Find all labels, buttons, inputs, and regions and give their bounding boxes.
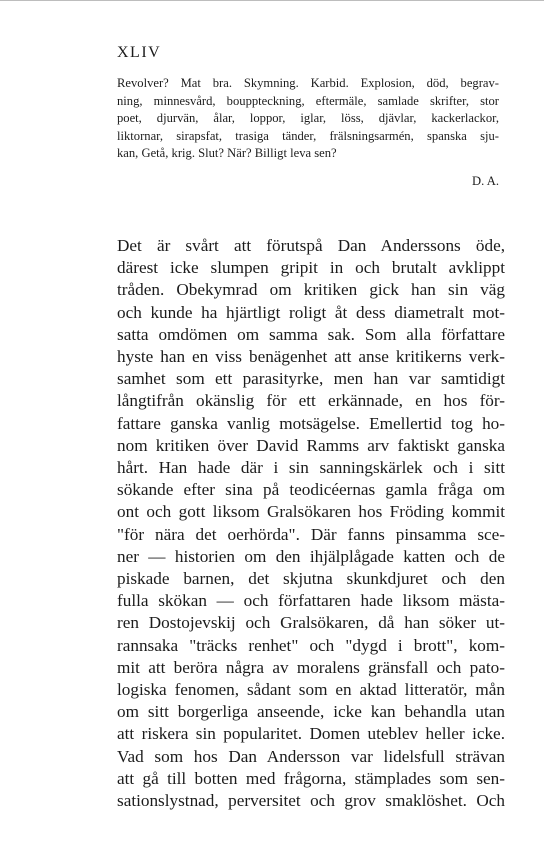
body-line: piskade barnen, det skjutna skunkdjuret och den <box>117 569 505 589</box>
body-line: långtifrån okänslig för ett erkännade, en hos för- <box>117 391 505 411</box>
body-line: logiska fenomen, sådant som en aktad litteratör, mån <box>117 680 505 700</box>
body-line: att gå till botten med frågorna, stämplades som sen- <box>117 768 505 788</box>
body-line: fattare ganska vanlig motsägelse. Emellertid tog ho- <box>117 413 505 433</box>
body-line: rannsaka "träcks renhet" och "dygd i brott", kom- <box>117 635 505 655</box>
body-line: tråden. Obekymrad om kritiken gick han sin väg <box>117 280 505 300</box>
body-line: hårt. Han hade där i sin sanningskärlek och i sitt <box>117 458 505 478</box>
body-line: samhet som ett parasityrke, men han var samtidigt <box>117 369 505 389</box>
page-number: XLIV <box>117 44 162 61</box>
body-line: ont och gott liksom Gralsökaren hos Fröding kommit <box>117 502 505 522</box>
body-paragraph <box>117 235 505 812</box>
excerpt-line: kan, Getå, krig. Slut? När? Billigt leva sen? <box>117 146 337 161</box>
body-line: och kunde ha hjärtligt roligt åt dess diametralt mot- <box>117 302 505 322</box>
excerpt-line: Revolver? Mat bra. Skymning. Karbid. Explosion, död, begrav- <box>117 76 499 90</box>
body-line: hyste han en viss benägenhet att anse kritikerns verk- <box>117 347 505 367</box>
body-line: "för nära det oerhörda". Där fanns pinsamma sce- <box>117 524 505 544</box>
body-line: därest icke slumpen gripit in och brutalt avklippt <box>117 258 505 278</box>
excerpt-line: liktornar, sirapsfat, trasiga tänder, frälsningsarmén, spanska sju- <box>117 128 499 143</box>
body-line: fulla skökan — och författaren hade liksom mästa- <box>117 591 505 611</box>
signature: D. A. <box>472 174 499 188</box>
body-line: satta omdömen om samma sak. Som alla författare <box>117 324 505 344</box>
body-line: nom kritiken över David Ramms arv faktiskt ganska <box>117 435 505 455</box>
body-line: Vad som hos Dan Andersson var lidelsfull strävan <box>117 746 505 766</box>
body-line: Det är svårt att förutspå Dan Anderssons öde, <box>117 236 505 255</box>
body-line: att riskera sin popularitet. Domen uteblev heller icke. <box>117 724 505 744</box>
excerpt-line: poet, djurvän, ålar, loppor, iglar, löss, djävlar, kackerlackor, <box>117 111 499 126</box>
body-line: om sitt borgerliga anseende, icke kan behandla utan <box>117 702 505 722</box>
excerpt-paragraph <box>117 75 499 163</box>
body-line: sationslystnad, perversitet och grov smaklöshet. Och <box>117 791 505 811</box>
body-line: sökande efter sina på teodicéernas gamla fråga om <box>117 480 505 500</box>
top-rule <box>0 0 544 1</box>
excerpt-line: ning, minnesvård, bouppteckning, eftermäle, samlade skrifter, stor <box>117 93 499 108</box>
body-line: ren Dostojevskij och Gralsökaren, då han söker ut- <box>117 613 505 633</box>
body-line: ner — historien om den ihjälplågade katten och de <box>117 546 505 566</box>
body-line: mit att beröra några av moralens gränsfall och pato- <box>117 657 505 677</box>
